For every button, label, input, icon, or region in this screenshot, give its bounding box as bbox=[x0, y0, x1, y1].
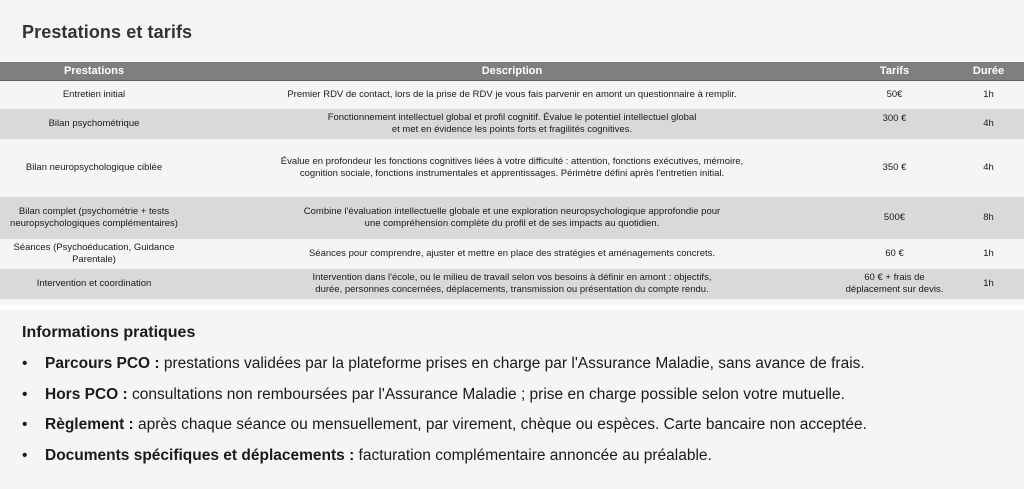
column-header-tarifs: Tarifs bbox=[836, 62, 953, 81]
description-cell bbox=[188, 269, 836, 299]
tarif-cell: 300 € bbox=[836, 109, 953, 139]
info-item-text: prestations validées par la plateforme prises en charge par l'Assurance Maladie, sans avance de frais. bbox=[159, 355, 865, 372]
duree-cell: 1h bbox=[953, 239, 1024, 269]
table-row bbox=[0, 269, 1024, 299]
tarif-cell: 60 € bbox=[836, 239, 953, 269]
info-item-text: facturation complémentaire annoncée au préalable. bbox=[354, 446, 712, 464]
description-line: durée, personnes concernées, déplacements, transmission ou présentation du compte rendu. bbox=[315, 283, 709, 295]
list-item bbox=[22, 354, 1002, 385]
description-cell bbox=[188, 197, 836, 239]
info-item-label: Documents spécifiques et déplacements : bbox=[45, 446, 355, 464]
page-title: Prestations et tarifs bbox=[22, 22, 193, 42]
info-item-text: consultations non remboursées par l'Assurance Maladie ; prise en charge possible selon votre mutuelle. bbox=[127, 385, 845, 403]
info-title: Informations pratiques bbox=[22, 324, 196, 341]
bullet-icon: • bbox=[22, 355, 28, 372]
duree-cell: 4h bbox=[953, 139, 1024, 197]
description-line: une compréhension complète du profil et de ses impacts au quotidien. bbox=[364, 217, 660, 229]
list-item bbox=[22, 385, 1002, 416]
prestation-cell: Entretien initial bbox=[0, 81, 188, 109]
description-cell bbox=[188, 239, 836, 269]
list-item bbox=[22, 446, 1002, 477]
description-line: et met en évidence les points forts et fragilités cognitives. bbox=[391, 123, 633, 135]
prestation-cell: Intervention et coordination bbox=[0, 269, 188, 299]
description-line: cognition sociale, fonctions instrumentales et apprentissages. Périmètre défini après l'entretien initial. bbox=[299, 167, 725, 179]
tarif-cell: 350 € bbox=[836, 139, 953, 197]
column-header-prestations: Prestations bbox=[0, 62, 188, 81]
description-cell bbox=[188, 109, 836, 139]
tarif-cell: 60 € + frais de déplacement sur devis. bbox=[836, 269, 953, 299]
list-item bbox=[22, 415, 1002, 446]
info-list bbox=[22, 354, 1002, 476]
table-row bbox=[0, 197, 1024, 239]
duree-cell: 8h bbox=[953, 197, 1024, 239]
prestation-cell: Bilan psychométrique bbox=[0, 109, 188, 139]
description-line: Séances pour comprendre, ajuster et mettre en place des stratégies et aménagements concrets. bbox=[308, 247, 716, 259]
column-header-description: Description bbox=[188, 62, 836, 81]
description-line: Premier RDV de contact, lors de la prise de RDV je vous fais parvenir en amont un questionnaire à remplir. bbox=[287, 88, 737, 100]
bullet-icon: • bbox=[22, 446, 28, 464]
table-row bbox=[0, 109, 1024, 139]
prestation-cell: Bilan neuropsychologique ciblée bbox=[0, 139, 188, 197]
prestation-cell: Bilan complet (psychométrie + tests neuropsychologiques complémentaires) bbox=[0, 197, 188, 239]
column-header-duree: Durée bbox=[953, 62, 1024, 81]
info-item-label: Hors PCO : bbox=[45, 385, 128, 403]
table-row bbox=[0, 239, 1024, 269]
info-item-label: Règlement : bbox=[45, 416, 134, 433]
description-line: Évalue en profondeur les fonctions cognitives liées à votre difficulté : attention, fonctions exécutives, mémoire, bbox=[280, 155, 744, 167]
tarif-cell: 50€ bbox=[836, 81, 953, 109]
tarif-cell: 500€ bbox=[836, 197, 953, 239]
description-line: Combine l'évaluation intellectuelle globale et une exploration neuropsychologique approfondie pour bbox=[303, 205, 721, 217]
info-item-text: après chaque séance ou mensuellement, par virement, chèque ou espèces. Carte bancaire non acceptée. bbox=[133, 416, 867, 433]
description-line: Fonctionnement intellectuel global et profil cognitif. Évalue le potentiel intellectuel global bbox=[327, 111, 697, 123]
description-cell bbox=[188, 81, 836, 109]
table-header-row bbox=[0, 62, 1024, 81]
table-row bbox=[0, 81, 1024, 109]
info-item-label: Parcours PCO : bbox=[45, 355, 160, 372]
duree-cell: 4h bbox=[953, 109, 1024, 139]
table-row bbox=[0, 139, 1024, 197]
tarifs-table bbox=[0, 62, 1024, 299]
bullet-icon: • bbox=[22, 385, 28, 403]
description-cell bbox=[188, 139, 836, 197]
bullet-icon: • bbox=[22, 416, 28, 433]
duree-cell: 1h bbox=[953, 269, 1024, 299]
duree-cell: 1h bbox=[953, 81, 1024, 109]
prestation-cell: Séances (Psychoéducation, Guidance Parentale) bbox=[0, 239, 188, 269]
description-line: Intervention dans l'école, ou le milieu de travail selon vos besoins à définir en amont : objectifs, bbox=[312, 271, 712, 283]
